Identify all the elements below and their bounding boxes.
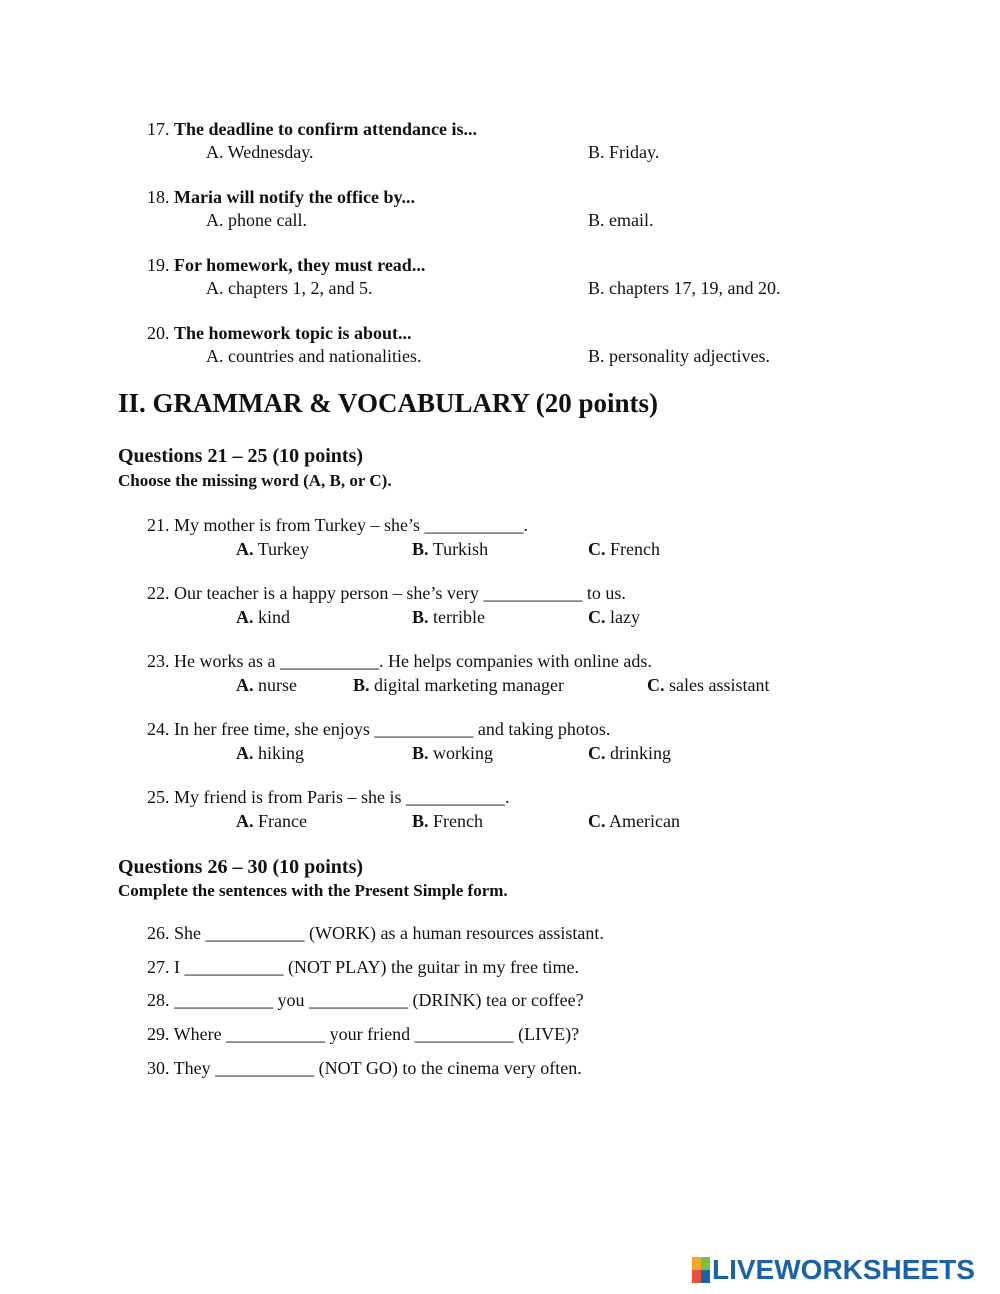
part2-instruction: Complete the sentences with the Present Simple form. bbox=[118, 881, 508, 900]
option-b[interactable]: B. Friday. bbox=[588, 142, 660, 162]
option-b[interactable]: B. working bbox=[412, 743, 494, 763]
logo-text: LIVEWORKSHEETS bbox=[712, 1254, 975, 1285]
question-stem: Maria will notify the office by... bbox=[174, 187, 415, 207]
question-number: 18. bbox=[147, 187, 170, 207]
liveworksheets-logo bbox=[692, 1255, 975, 1285]
option-a[interactable]: A. chapters 1, 2, and 5. bbox=[206, 278, 373, 298]
part1-instruction: Choose the missing word (A, B, or C). bbox=[118, 471, 392, 490]
section-title: II. GRAMMAR & VOCABULARY (20 points) bbox=[118, 388, 659, 418]
question-29[interactable]: 29. Where ___________ your friend ___________ (LIVE)? bbox=[147, 1024, 580, 1044]
question-text: 24. In her free time, she enjoys ___________ and taking photos. bbox=[147, 719, 611, 739]
question-stem: The homework topic is about... bbox=[174, 323, 412, 343]
option-b[interactable]: B. personality adjectives. bbox=[588, 346, 770, 366]
question-number: 17. bbox=[147, 119, 170, 139]
option-a[interactable]: A. countries and nationalities. bbox=[206, 346, 422, 366]
question-number: 19. bbox=[147, 255, 170, 275]
option-a[interactable]: A. phone call. bbox=[206, 210, 307, 230]
question-text: 22. Our teacher is a happy person – she’s very ___________ to us. bbox=[147, 583, 626, 603]
option-a[interactable]: A. France bbox=[236, 811, 307, 831]
question-28[interactable]: 28. ___________ you ___________ (DRINK) tea or coffee? bbox=[147, 990, 584, 1010]
question-stem: For homework, they must read... bbox=[174, 255, 426, 275]
option-c[interactable]: C. lazy bbox=[588, 607, 640, 627]
option-a[interactable]: A. Turkey bbox=[236, 539, 310, 559]
question-stem: The deadline to confirm attendance is... bbox=[174, 119, 477, 139]
option-a[interactable]: A. nurse bbox=[236, 675, 297, 695]
option-a[interactable]: A. hiking bbox=[236, 743, 305, 763]
option-a[interactable]: A. Wednesday. bbox=[206, 142, 314, 162]
option-b[interactable]: B. chapters 17, 19, and 20. bbox=[588, 278, 781, 298]
question-text: 23. He works as a ___________. He helps companies with online ads. bbox=[147, 651, 652, 671]
logo-icon bbox=[692, 1257, 710, 1283]
option-c[interactable]: C. sales assistant bbox=[647, 675, 770, 695]
option-b[interactable]: B. Turkish bbox=[412, 539, 489, 559]
option-b[interactable]: B. email. bbox=[588, 210, 654, 230]
question-27[interactable]: 27. I ___________ (NOT PLAY) the guitar in my free time. bbox=[147, 957, 579, 977]
question-30[interactable]: 30. They ___________ (NOT GO) to the cinema very often. bbox=[147, 1058, 582, 1078]
option-a[interactable]: A. kind bbox=[236, 607, 291, 627]
option-b[interactable]: B. digital marketing manager bbox=[353, 675, 564, 695]
part2-title: Questions 26 – 30 (10 points) bbox=[118, 856, 364, 878]
question-text: 25. My friend is from Paris – she is ___________. bbox=[147, 787, 510, 807]
question-26[interactable]: 26. She ___________ (WORK) as a human resources assistant. bbox=[147, 923, 604, 943]
option-b[interactable]: B. terrible bbox=[412, 607, 485, 627]
part1-title: Questions 21 – 25 (10 points) bbox=[118, 445, 364, 467]
question-number: 20. bbox=[147, 323, 170, 343]
question-text: 21. My mother is from Turkey – she’s ___________. bbox=[147, 515, 529, 535]
option-c[interactable]: C. French bbox=[588, 539, 660, 559]
option-b[interactable]: B. French bbox=[412, 811, 483, 831]
option-c[interactable]: C. drinking bbox=[588, 743, 671, 763]
option-c[interactable]: C. American bbox=[588, 811, 680, 831]
